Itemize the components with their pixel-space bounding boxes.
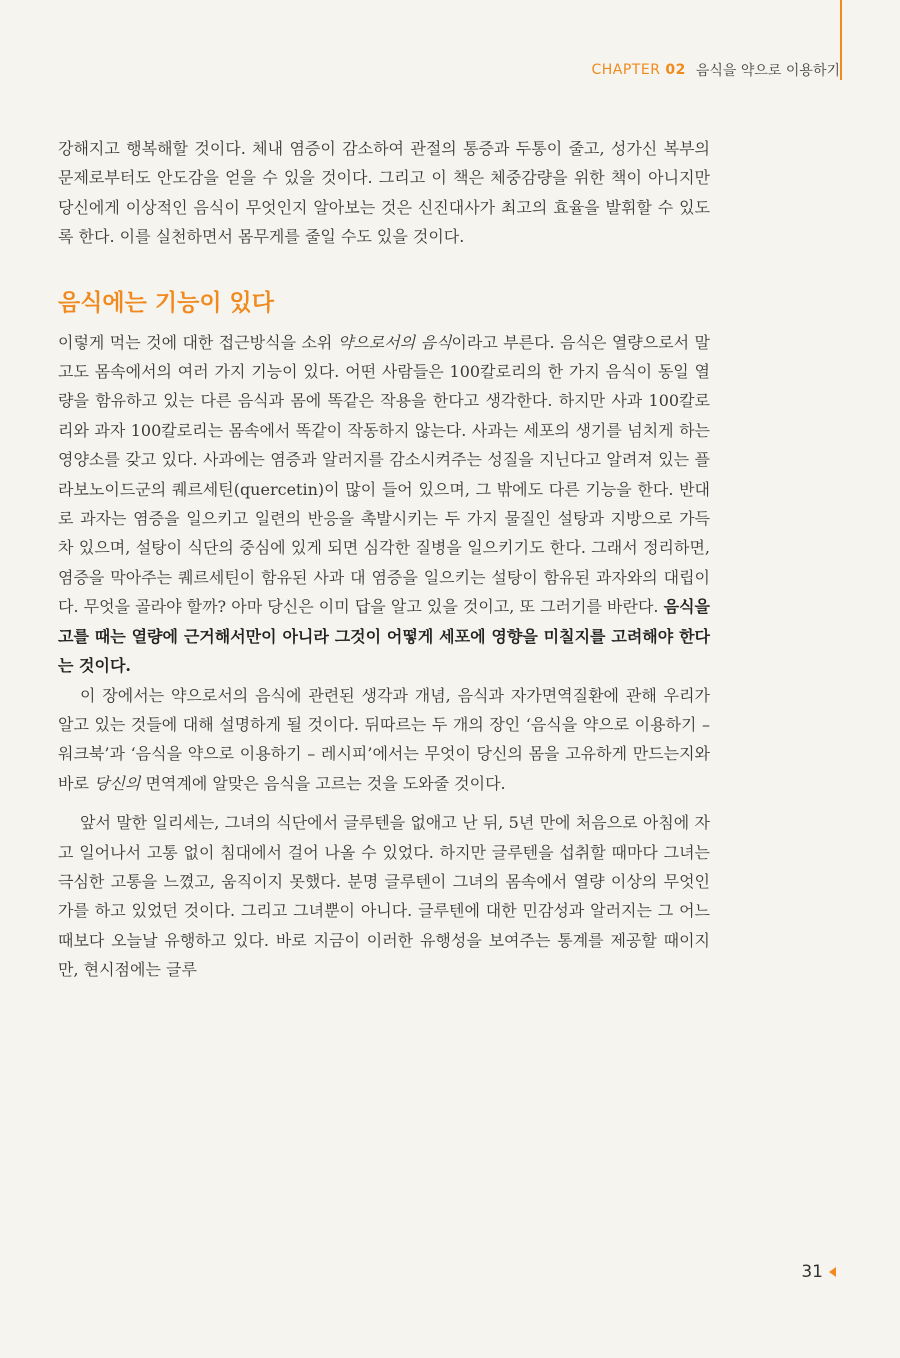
paragraph-2-emphasis: 약으로서의 음식: [337, 332, 452, 352]
chapter-title: 음식을 약으로 이용하기: [695, 63, 840, 79]
paragraph-3-emphasis: 당신의: [94, 773, 141, 793]
paragraph-3: [58, 681, 710, 799]
paragraph-1: 강해지고 행복해할 것이다. 체내 염증이 감소하여 관절의 통증과 두통이 줄고, 성가신 복부의 문제로부터도 안도감을 얻을 수 있을 것이다. 그리고 이 책은 체중감량을 위한 책이 아니지만 당신에게 이상적인 음식이 무엇인지 알아보는 것은 신진대사가 최고의 효율을 발휘할 수 있도록 한다. 이를 실천하면서 몸무게를 줄일 수도 있을 것이다.: [58, 139, 710, 247]
chapter-word: CHAPTER: [591, 62, 661, 78]
section-heading: 음식에는 기능이 있다: [58, 289, 274, 316]
page-body: [58, 134, 710, 985]
paragraph-2-text-b: 이라고 부른다. 음식은 열량으로서 말고도 몸속에서의 여러 가지 기능이 있다. 어떤 사람들은 100칼로리의 한 가지 음식이 동일 열량을 함유하고 있는 다른 음식과 몸에 똑같은 작용을 한다고 생각한다. 하지만 사과 100칼로리와 과자 100칼로리는 몸속에서 똑같이 작동하지 않는다. 사과는 세포의 생기를 넘치게 하는 영양소를 갖고 있다. 사과에는 염증과 알러지를 감소시켜주는 성질을 지닌다고 알려져 있는 플라보노이드군의 퀘르세틴(quercetin)이 많이 들어 있으며, 그 밖에도 다른 기능을 한다. 반대로 과자는 염증을 일으키고 일련의 반응을 촉발시키는 두 가지 물질인 설탕과 지방으로 가득 차 있으며, 설탕이 식단의 중심에 있게 되면 심각한 질병을 일으키기도 한다. 그래서 정리하면, 염증을 막아주는 퀘르세틴이 함유된 사과 대 염증을 일으키는 설탕이 함유된 과자와의 대립이다. 무엇을 골라야 할까? 아마 당신은 이미 답을 알고 있을 것이고, 또 그러기를 바란다.: [58, 332, 710, 617]
paragraph-3-text-a: 이 장에서는 약으로서의 음식에 관련된 생각과 개념, 음식과 자가면역질환에 관해 우리가 알고 있는 것들에 대해 설명하게 될 것이다. 뒤따르는 두 개의 장인 ‘음식을 약으로 이용하기 – 워크북’과 ‘음식을 약으로 이용하기 – 레시피’에서는 무엇이 당신의 몸을 고유하게 만드는지와 바로: [58, 685, 710, 793]
page-marker-triangle-icon: [829, 1267, 836, 1277]
paragraph-2-bold: 음식을 고를 때는 열량에 근거해서만이 아니라 그것이 어떻게 세포에 영향을 미칠지를 고려해야 한다는 것이다.: [58, 597, 710, 676]
chapter-number: 02: [665, 62, 686, 78]
paragraph-2: [58, 328, 710, 681]
page-number-text: 31: [801, 1262, 823, 1282]
paragraph-3-text-b: 면역계에 알맞은 음식을 고르는 것을 도와줄 것이다.: [140, 773, 506, 793]
paragraph-4: 앞서 말한 일리세는, 그녀의 식단에서 글루텐을 없애고 난 뒤, 5년 만에 처음으로 아침에 자고 일어나서 고통 없이 침대에서 걸어 나올 수 있었다. 하지만 글루텐을 섭취할 때마다 그녀는 극심한 고통을 느꼈고, 움직이지 못했다. 분명 글루텐이 그녀의 몸속에서 열량 이상의 무엇인가를 하고 있었던 것이다. 그리고 그녀뿐이 아니다. 글루텐에 대한 민감성과 알러지는 그 어느 때보다 오늘날 유행하고 있다. 바로 지금이 이러한 유행성을 보여주는 통계를 제공할 때이지만, 현시점에는 글루: [58, 813, 710, 980]
chapter-label: [591, 62, 685, 78]
header-accent-rule: [840, 0, 842, 80]
page-number: [801, 1262, 836, 1282]
running-header: [591, 60, 840, 80]
paragraph-2-text-a: 이렇게 먹는 것에 대한 접근방식을 소위: [58, 332, 338, 352]
